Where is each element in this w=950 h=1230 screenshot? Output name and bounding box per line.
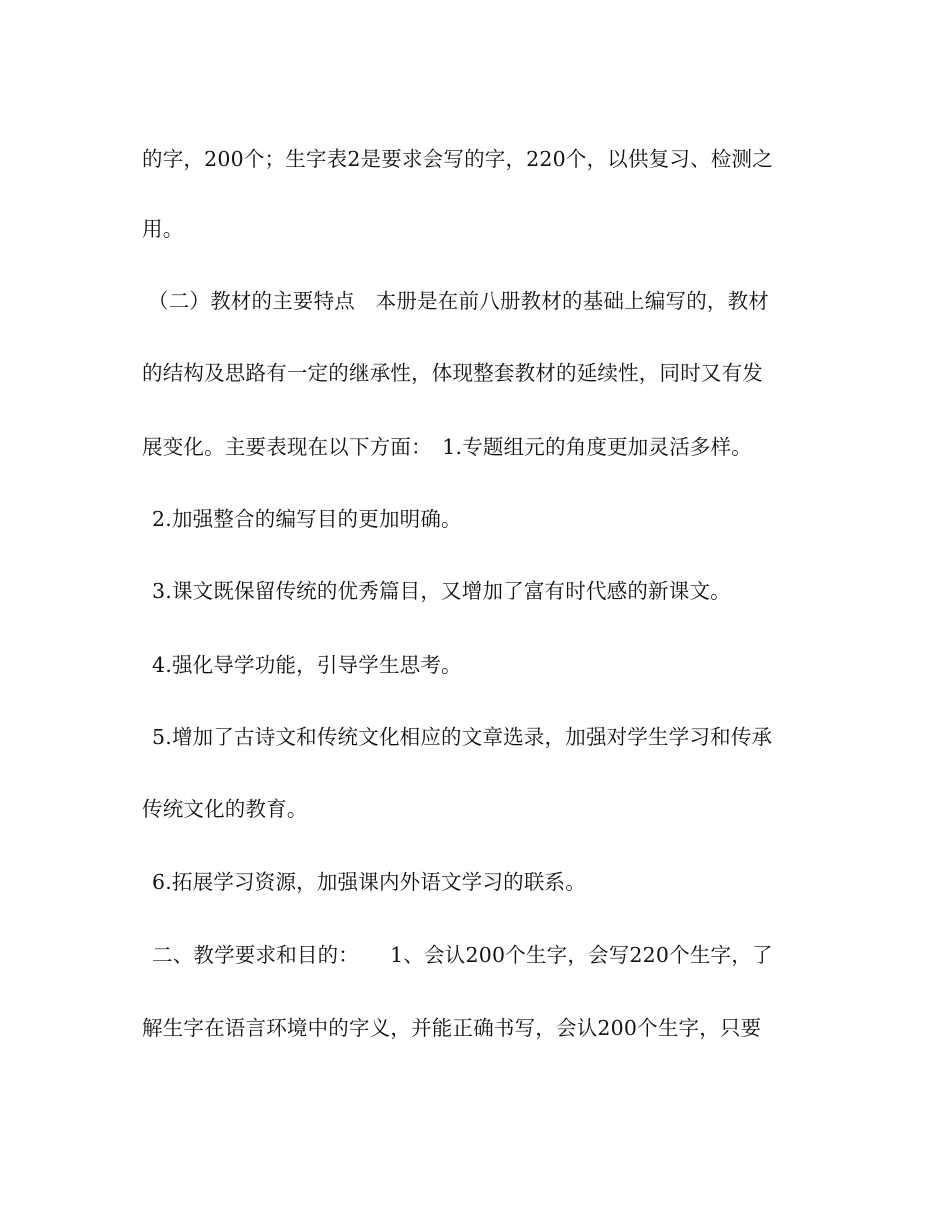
section-heading-line: 二、教学要求和目的： 1、会认200个生字，会写220个生字，了 <box>152 943 773 967</box>
text-line: 的结构及思路有一定的继承性，体现整套教材的延续性，同时又有发 <box>142 361 763 385</box>
list-item: 4.强化导学功能，引导学生思考。 <box>152 653 462 677</box>
section-heading-line: （二）教材的主要特点 本册是在前八册教材的基础上编写的，教材 <box>148 289 769 313</box>
text-line: 用。 <box>142 217 184 241</box>
list-item: 2.加强整合的编写目的更加明确。 <box>152 507 462 531</box>
text-line: 传统文化的教育。 <box>142 797 308 821</box>
text-line: 的字，200个；生字表2是要求会写的字，220个，以供复习、检测之 <box>142 147 773 171</box>
text-line: 展变化。主要表现在以下方面： 1.专题组元的角度更加灵活多样。 <box>142 435 753 459</box>
list-item: 5.增加了古诗文和传统文化相应的文章选录，加强对学生学习和传承 <box>152 725 773 749</box>
list-item: 6.拓展学习资源，加强课内外语文学习的联系。 <box>152 870 586 894</box>
list-item: 3.课文既保留传统的优秀篇目，又增加了富有时代感的新课文。 <box>152 579 731 603</box>
text-line: 解生字在语言环境中的字义，并能正确书写，会认200个生字，只要 <box>142 1016 762 1040</box>
